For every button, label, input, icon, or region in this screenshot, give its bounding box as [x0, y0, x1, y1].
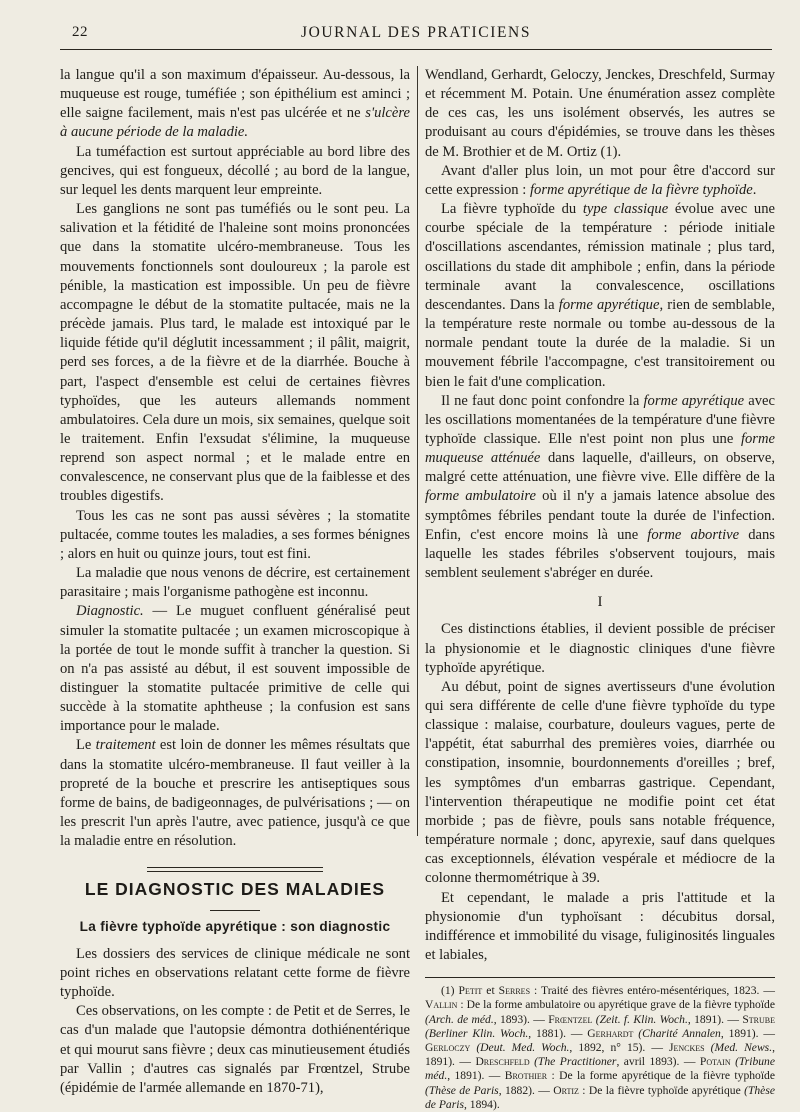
text-run: évolue avec une courbe spéciale de la température : période initiale d'oscillations ascendantes, rémission matinale ; plus tard, oscillations du stade dit amphibole ; enfin, dans la période terminale avant la convalescence, oscillations descendantes. Dans la [425, 201, 775, 313]
text-run: avec les oscillations momentanées de la température d'une fièvre typhoïde classique. Elle n'est point non plus une [425, 392, 775, 447]
paragraph: Les dossiers des services de clinique médicale ne sont point riches en observations relatant cette forme de fièvre typhoïde. [60, 945, 410, 1001]
journal-name: (Berliner Klin. Woch. [425, 1026, 529, 1040]
text-run: Avant d'aller plus loin, un mot pour être d'accord sur cette expression : [425, 162, 775, 198]
author-name: Ortiz [553, 1083, 579, 1097]
text-run: , 1893). — [493, 1012, 549, 1026]
text-run: dans laquelle, d'ailleurs, on observe, malgré cette atténuation, une fièvre vive. Elle diffère de la [425, 450, 775, 486]
journal-name: (Deut. Med. Woch. [476, 1041, 570, 1054]
paragraph [425, 200, 775, 392]
section-number: I [597, 594, 603, 611]
paragraph: Ces observations, on les compte : de Petit et de Serres, le cas d'un malade que l'autopsie démontra dothiénentérique et qui mourut sans fièvre ; deux cas minutieusement étudiés par Vallin ; d'autres cas signalés par Frœntzel, Strube (épidémie de l'armée allemande en 1870-71), [60, 1003, 410, 1096]
author-name: Dreschfeld [475, 1055, 530, 1069]
title-divider [210, 910, 260, 911]
text-run: : Traité des fièvres entéro-mésentériques, 1823. — [530, 984, 775, 998]
author-name: Serres [498, 984, 531, 998]
header-rule [60, 49, 772, 50]
italic-run: traitement [95, 737, 156, 754]
journal-name: (Charité Annalen [638, 1026, 721, 1040]
footnote [425, 984, 775, 1112]
paragraph: Tous les cas ne sont pas aussi sévères ; la stomatite pultacée, comme toutes les maladies, a ses formes bénignes ; alors en huit ou quinze jours, tout est fini. [60, 507, 410, 562]
paragraph: La tuméfaction est surtout appréciable au bord libre des gencives, qui est fongueux, décollé ; au bord de la langue, sur lequel les dents marquent leur empreinte. [60, 143, 410, 198]
author-name: Gerhardt [587, 1026, 634, 1040]
italic-run: type classique [582, 201, 669, 218]
running-title: JOURNAL DES PRATICIENS [300, 24, 532, 41]
left-column [60, 66, 410, 1098]
text-run: , rien de semblable, la température reste normale ou tombe au-dessous de la normale pendant toute la durée de la maladie. Si un mouvement fébrile l'accompagne, c'est transitoirement ou bien le fait d'une complication. [425, 296, 775, 390]
article-title: La fièvre typhoïde apyrétique : son diagnostic [79, 918, 391, 934]
footnote-rule [425, 977, 775, 978]
journal-name: (The Practitioner [534, 1055, 617, 1069]
italic-run: forme muqueuse atténuée [425, 430, 775, 467]
text-run: : De la fièvre typhoïde apyrétique [578, 1083, 745, 1097]
italic-run: s'ulcère à aucune période de la maladie. [60, 105, 410, 141]
paragraph [60, 736, 410, 851]
section-title: LE DIAGNOSTIC DES MALADIES [84, 879, 386, 900]
paragraph: Wendland, Gerhardt, Geloczy, Jenckes, Dreschfeld, Surmay et récemment M. Potain. Une énumération assez complète de ces cas, les uns isolément observés, les autres se produisant au cours d'épidémies, se trouve dans les thèses de M. Brothier et de M. Ortiz (1). [425, 67, 775, 160]
paragraph: La maladie que nous venons de décrire, est certainement parasitaire ; mais l'organisme pathogène est inconnu. [60, 565, 410, 601]
text-run: où il n'y a jamais latence absolue des symptômes fébriles pendant toute la durée de l'infection. Enfin, c'est encore moins là une [425, 488, 775, 543]
text-run: , 1891). — [447, 1069, 505, 1083]
journal-name: (Thèse de Paris [425, 1083, 775, 1111]
journal-name: (Zeit. f. Klin. Woch. [595, 1012, 688, 1026]
text-run: , 1891). — [425, 1041, 775, 1069]
author-name: Frœntzel [548, 1012, 593, 1026]
journal-name: (Thèse de Paris [425, 1083, 499, 1097]
text-run: (1) [441, 984, 459, 998]
text-run: — Le muguet confluent généralisé peut simuler la stomatite pultacée ; un examen microscopique à la portée de tout le monde suffit à trancher la question. Si on n'a pas assisté au début, il est souvent impossible de distinguer la stomatite pultacée primitive de celle qui succède à la stomatite aphtheuse ; la confusion est sans importance pour le malade. [60, 603, 410, 735]
text-run: , 1881). — [528, 1026, 588, 1040]
text-run: la langue qu'il a son maximum d'épaisseur. Au-dessous, la muqueuse est rouge, tuméfiée ; son épithélium est aminci ; elle saigne facilement, mais n'est pas ulcérée et ne [60, 67, 410, 122]
paragraph [425, 162, 775, 200]
author-name: Brothier [504, 1069, 548, 1083]
text-run: et [482, 984, 499, 998]
paragraph [60, 66, 410, 143]
author-name: Jenckes [668, 1041, 705, 1054]
text-run: La fièvre typhoïde du [441, 201, 583, 218]
diagnostic-heading: Diagnostic. [76, 603, 144, 620]
journal-name: (Tribune méd. [425, 1055, 776, 1083]
text-run: , 1894). [463, 1097, 500, 1111]
italic-run: forme abortive [647, 526, 740, 543]
paragraph [425, 392, 775, 584]
author-name: Potain [699, 1055, 731, 1069]
paragraph: Au début, point de signes avertisseurs d'une évolution qui sera différente de celle d'une fièvre typhoïde du type classique : malaise, courbature, douleurs vagues, perte de l'appétit, état saburrhal des premières voies, diarrhée ou constipation, insomnie, bourdonnements d'oreilles ; bref, les symptômes d'un embarras gastrique. Cependant, l'intervention thérapeutique ne modifie point cet état morbide ; pas de fièvre, pouls sans notable fréquence, température normale ; donc, apyrexie, sauf dans quelques cas exceptionnels, élévation vespérale et médiocre de la colonne thermométrique à 39. [425, 678, 775, 887]
paragraph: Les ganglions ne sont pas tuméfiés ou le sont peu. La salivation et la fétidité de l'haleine sont moins prononcées que dans la stomatite ulcéro-membraneuse. Tous les mouvements fonctionnels sont douloureux ; la parole est pénible, la mastication est impossible. Un peu de fièvre accompagne le début de la stomatite pultacée, mais ne la précède jamais. Plus tard, le malade est intoxiqué par le liquide fétide qu'il déglutit incessamment ; il pâlit, maigrit, perd ses forces, a de la fièvre et de la diarrhée. Bouche à part, l'aspect d'ensemble est celui de certaines fièvres typhoïdes, que les auteurs allemands nomment ambulatoires. Cela dure un mois, six semaines, quelque soit le traitement. Enfin l'exsudat s'élimine, la muqueuse reprend son aspect normal ; et le malade entre en convalescence, ne conservant plus que de la faiblesse et des troubles digestifs. [60, 201, 410, 505]
page-header [60, 22, 772, 46]
text-run: Il ne faut donc point confondre la [441, 392, 644, 409]
text-run: , 1892, n° 15). — [569, 1041, 669, 1054]
text-run: , 1891). — [720, 1026, 775, 1040]
section-divider [147, 867, 323, 872]
column-divider [417, 66, 418, 836]
author-name: Strube [742, 1012, 776, 1026]
text-run: , 1882). — [498, 1083, 554, 1097]
text-run: , 1891). — [687, 1012, 743, 1026]
text-run: : De la forme ambulatoire ou apyrétique grave de la fièvre typhoïde [457, 998, 775, 1012]
text-run: Le [76, 737, 96, 754]
paragraph: Et cependant, le malade a pris l'attitude et la physionomie d'un typhoïsant : décubitus dorsal, indifférence et immobilité du visage, fuliginosités linguales et labiales, [425, 889, 775, 964]
author-name: Petit [458, 984, 483, 998]
text-run: est loin de donner les mêmes résultats que dans la stomatite ulcéro-membraneuse. Il faut veiller à la propreté de la bouche et prescrire les antiseptiques sous forme de bains, de badigeonnages, de pulvérisations ; — on les prescrit l'un après l'autre, avec patience, jusqu'à ce que la maladie entre en résolution. [60, 737, 411, 850]
journal-name: (Arch. de méd. [425, 1012, 494, 1026]
journal-name: (Med. News. [710, 1041, 773, 1054]
text-run: , avril 1893). — [616, 1055, 700, 1069]
text-run: : De la forme apyrétique de la fièvre typhoïde [547, 1069, 775, 1083]
paragraph [60, 602, 410, 736]
italic-run: forme apyrétique de la fièvre typhoïde [529, 181, 753, 198]
italic-run: forme ambulatoire [425, 488, 536, 505]
text-run: . [752, 181, 757, 198]
author-name: Vallin [425, 998, 458, 1012]
page-number: 22 [72, 24, 88, 40]
italic-run: forme apyrétique [558, 296, 660, 313]
paragraph: Ces distinctions établies, il devient possible de préciser la physionomie et le diagnostic cliniques d'une fièvre typhoïde apyrétique. [425, 621, 775, 676]
right-column [425, 66, 775, 1112]
italic-run: forme apyrétique [643, 392, 745, 409]
author-name: Gerloczy [425, 1041, 471, 1054]
text-run: dans laquelle les stades fébriles s'observent toujours, mais semblent seulement s'abréger en durée. [425, 526, 775, 582]
